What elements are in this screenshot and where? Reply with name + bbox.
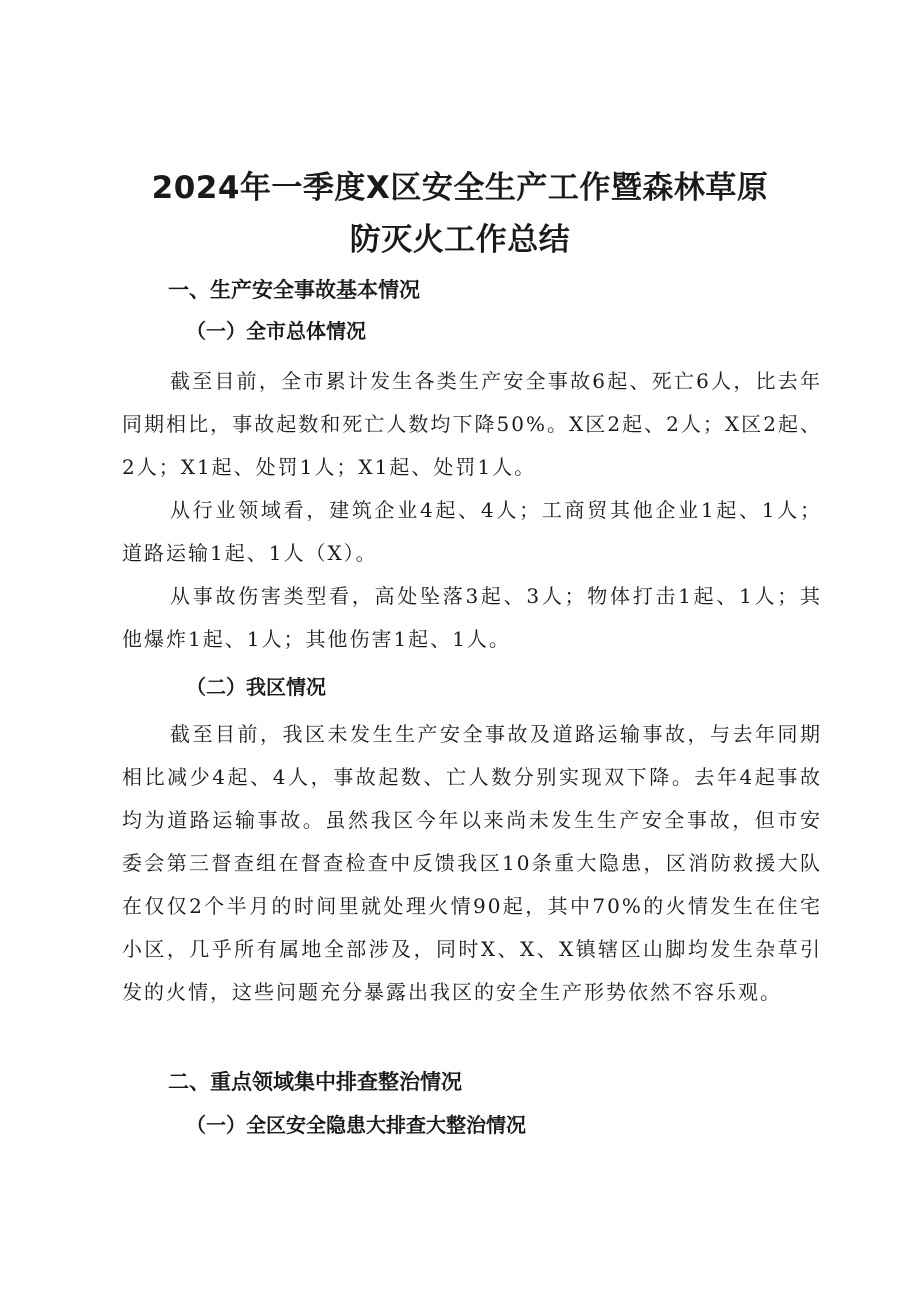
section-1-2-heading: （二）我区情况	[186, 675, 326, 699]
section-1-1-heading: （一）全市总体情况	[186, 319, 366, 343]
paragraph-district-situation: 截至目前，我区未发生生产安全事故及道路运输事故，与去年同期相比减少4起、4人，事故起数、亡人数分别实现双下降。去年4起事故均为道路运输事故。虽然我区今年以来尚未发生生产安全事故，但市安委会第三督查组在督查检查中反馈我区10条重大隐患，区消防救援大队在仅仅2个半月的时间里就处理火情90起，其中70%的火情发生在住宅小区，几乎所有属地全部涉及，同时X、X、X镇辖区山脚均发生杂草引发的火情，这些问题充分暴露出我区的安全生产形势依然不容乐观。	[122, 722, 822, 1004]
document-title-line-2: 防灭火工作总结	[349, 222, 571, 258]
paragraph-by-industry: 从行业领域看，建筑企业4起、4人；工商贸其他企业1起、1人；道路运输1起、1人（X）。	[122, 498, 822, 565]
document-title-line-1: 2024年一季度X区安全生产工作暨森林草原	[151, 170, 769, 206]
section-2-heading: 二、重点领域集中排查整治情况	[168, 1070, 462, 1094]
section-1-heading: 一、生产安全事故基本情况	[168, 278, 420, 302]
section-2-1-heading: （一）全区安全隐患大排查大整治情况	[186, 1113, 526, 1137]
paragraph-by-injury-type: 从事故伤害类型看，高处坠落3起、3人；物体打击1起、1人；其他爆炸1起、1人；其他伤害1起、1人。	[122, 584, 822, 651]
paragraph-citywide-accidents: 截至目前，全市累计发生各类生产安全事故6起、死亡6人，比去年同期相比，事故起数和死亡人数均下降50%。X区2起、2人；X区2起、2人；X1起、处罚1人；X1起、处罚1人。	[122, 369, 822, 479]
